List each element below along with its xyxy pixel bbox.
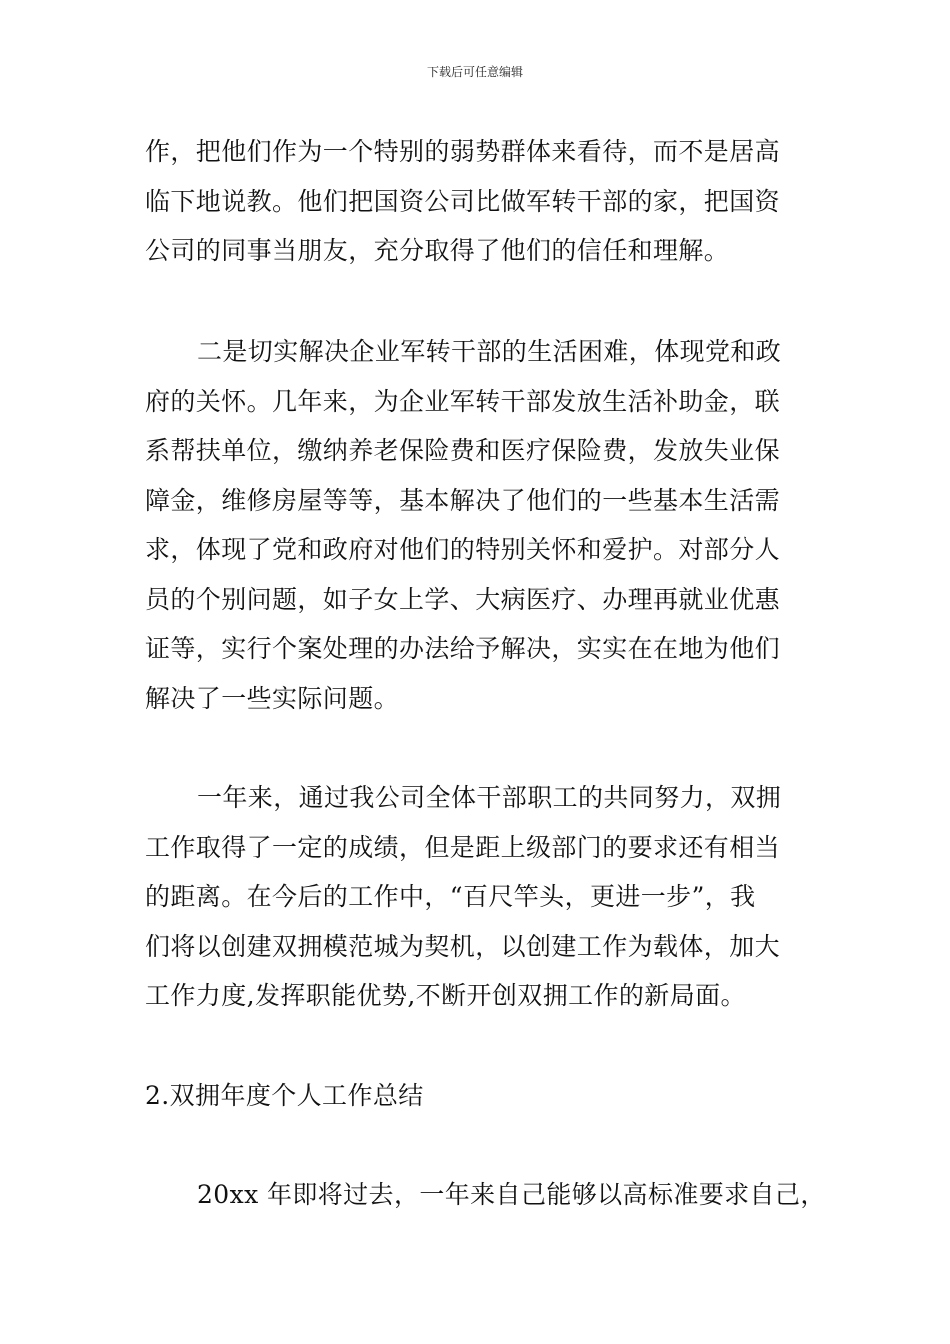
text-line: 解决了一些实际问题。: [145, 683, 400, 713]
text-line: 证等，实行个案处理的办法给予解决，实实在在地为他们: [145, 634, 781, 663]
text-line: 20xx 年即将过去，一年来自己能够以高标准要求自己，: [197, 1180, 826, 1209]
text-line: 工作取得了一定的成绩，但是距上级部门的要求还有相当: [145, 832, 781, 862]
text-line: 工作力度,发挥职能优势,不断开创双拥工作的新局面。: [145, 981, 746, 1010]
text-line: 求，体现了党和政府对他们的特别关怀和爱护。对部分人: [145, 535, 781, 564]
text-line: 府的关怀。几年来，为企业军转干部发放生活补助金，联: [145, 386, 781, 416]
section-heading-text: 2.双拥年度个人工作总结: [145, 1081, 424, 1110]
text-line: 临下地说教。他们把国资公司比做军转干部的家，把国资: [145, 186, 781, 216]
section-heading: [145, 1071, 810, 1121]
paragraph-1: [145, 127, 810, 276]
text-line: 公司的同事当朋友，充分取得了他们的信任和理解。: [145, 236, 730, 265]
paragraph-3: [145, 773, 810, 1021]
text-line: 一年来，通过我公司全体干部职工的共同努力，双拥: [197, 783, 782, 812]
page-header: 下载后可任意编辑: [426, 65, 523, 79]
text-line: 作，把他们作为一个特别的弱势群体来看待，而不是居高: [145, 137, 781, 166]
text-line: 障金，维修房屋等等，基本解决了他们的一些基本生活需: [145, 485, 781, 515]
text-line: 员的个别问题，如子女上学、大病医疗、办理再就业优惠: [145, 584, 781, 614]
text-line: 们将以创建双拥模范城为契机，以创建工作为载体，加大: [145, 931, 781, 961]
paragraph-2: [145, 327, 810, 723]
text-line: 系帮扶单位，缴纳养老保险费和医疗保险费，发放失业保: [145, 436, 781, 465]
text-line: 二是切实解决企业军转干部的生活困难，体现党和政: [197, 337, 782, 366]
text-line: 的距离。在今后的工作中，“百尺竿头，更进一步”，我: [145, 882, 756, 911]
paragraph-4: [145, 1170, 826, 1220]
